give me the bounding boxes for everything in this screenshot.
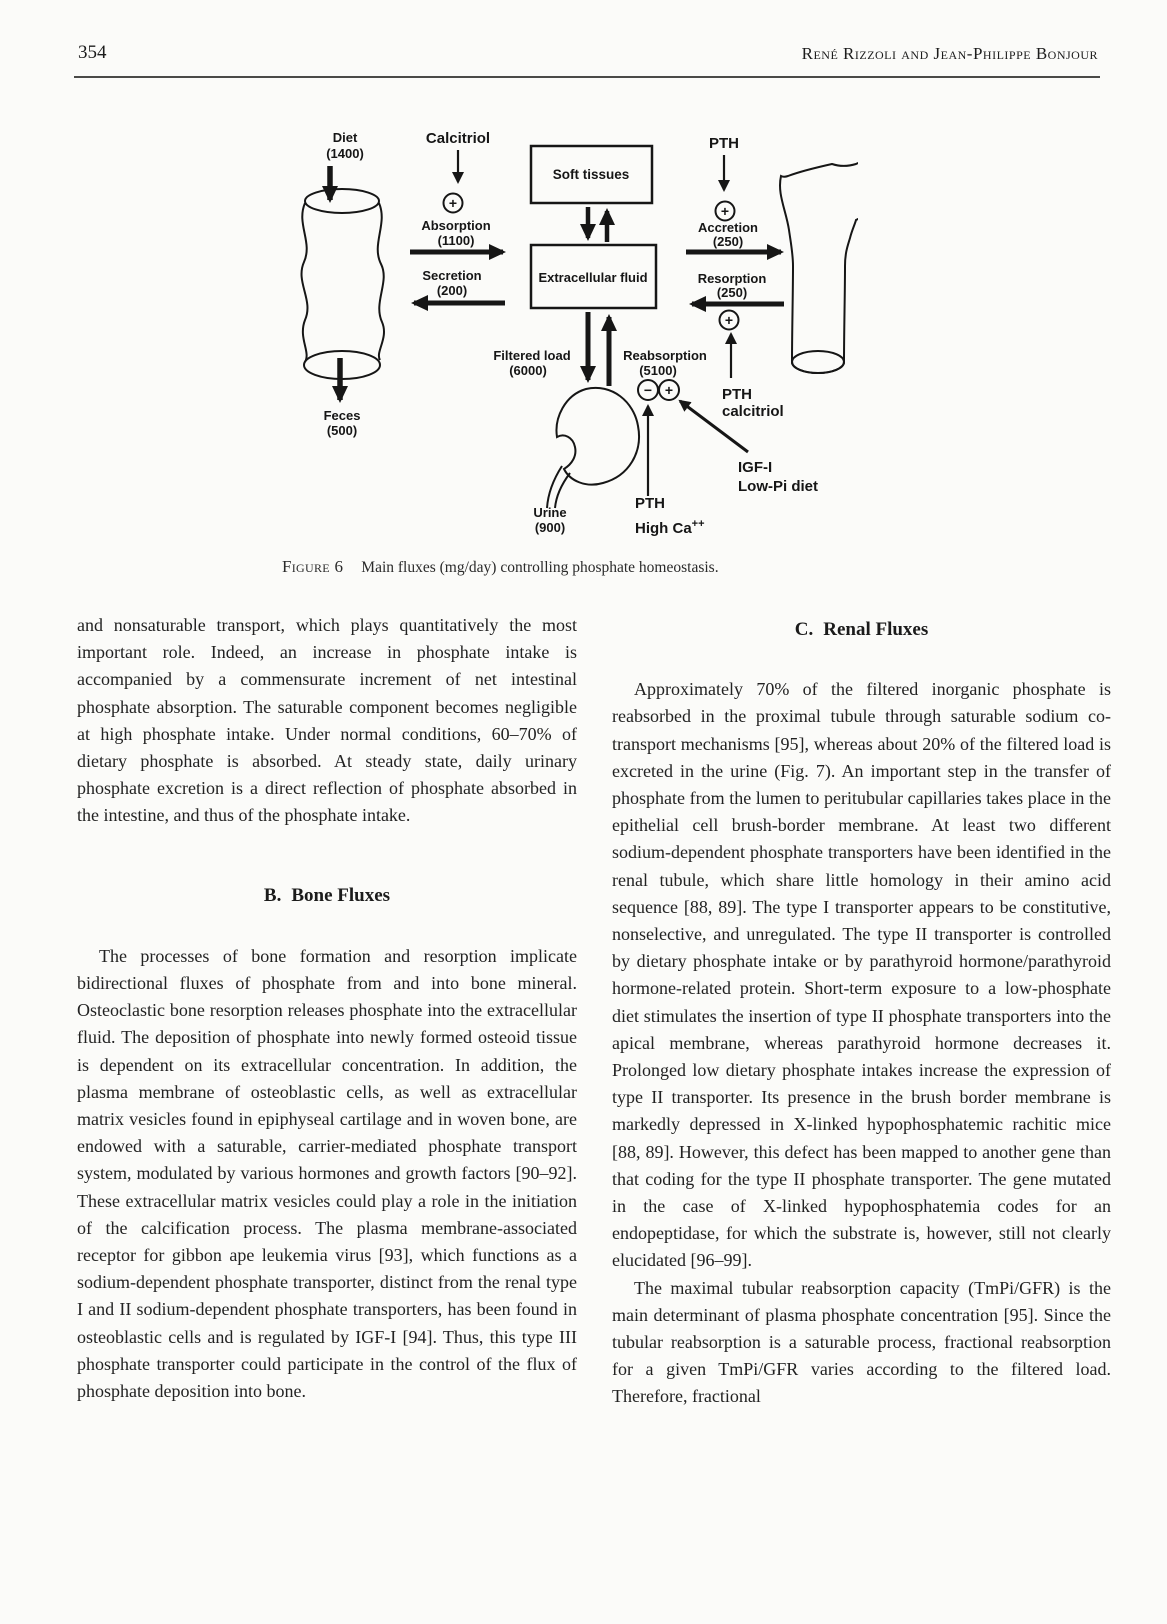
filtered-load-value: (6000) [509, 363, 547, 378]
figure-caption-label: Figure 6 [282, 557, 344, 576]
right-paragraph-2: The maximal tubular reabsorption capacity (TmPi/GFR) is the main determinant of plasma phosphate concentration [95]. Since the tubular reabsorption is a saturable process, fractional reabsorption for a given TmPi/GFR varies according to the filtered load. Therefore, fractional [612, 1277, 1111, 1407]
filtered-load-label: Filtered load [493, 348, 571, 363]
secretion-value: (200) [436, 283, 468, 298]
feces-value: (500) [326, 423, 358, 438]
intestine-shape [302, 189, 384, 379]
accretion-value: (250) [712, 234, 744, 249]
absorption-value: (1100) [437, 233, 475, 248]
accretion-label: Accretion [698, 220, 758, 235]
section-heading-bone-fluxes: B. Bone Fluxes [263, 884, 391, 906]
feces-label: Feces [323, 408, 361, 423]
page-number: 354 [78, 42, 107, 63]
secretion-label: Secretion [422, 268, 482, 283]
section-heading-renal-fluxes: C. Renal Fluxes [794, 619, 929, 640]
svg-text:−: − [643, 382, 653, 398]
svg-text:+: + [664, 382, 674, 398]
reabsorption-minus-icon [638, 380, 658, 400]
header-rule [74, 76, 1100, 78]
svg-text:+: + [720, 203, 730, 219]
svg-text:+: + [448, 195, 458, 211]
right-column [612, 612, 1111, 1411]
figure-6 [278, 112, 858, 544]
pth-top-label: PTH [709, 135, 739, 152]
pth-resorption-label-2: calcitriol [722, 403, 784, 420]
figure-caption [282, 557, 902, 577]
running-head: René Rizzoli and Jean-Philippe Bonjour [801, 44, 1098, 63]
igf-label: IGF-I [738, 459, 773, 476]
left-paragraph-2: The processes of bone formation and resorption implicate bidirectional fluxes of phosphate from and into bone mineral. Osteoclastic bone resorption releases phosphate into the extracellular fluid. The deposition of phosphate into newly formed osteoid tissue is dependent on its extracellular concentration. In addition, the plasma membrane of osteoblastic cells, as well as extracellular matrix vesicles found in epiphyseal cartilage and in woven bone, are endowed with a saturable, carrier-mediated phosphate transport system, modulated by various hormones and growth factors [90–92]. These extracellular matrix vesicles could play a role in the initiation of the calcification process. The plasma membrane-associated receptor for gibbon ape leukemia virus [93], which functions as a sodium-dependent phosphate transporter, distinct from the renal type I and II sodium-dependent phosphate transporters, has been found in osteoblastic cells and is regulated by IGF-I [94]. Thus, this type III phosphate transporter could participate in the control of the flux of phosphate deposition into bone. [77, 945, 577, 1402]
diet-label: Diet [332, 130, 358, 145]
phosphate-flux-diagram [278, 112, 858, 544]
resorption-value: (250) [716, 285, 748, 300]
left-paragraph-1: and nonsaturable transport, which plays quantitatively the most important role. Indeed, an increase in phosphate intake is accompanied by a commensurate increment of net intestinal phosphate absorption. The saturable component becomes negligible at high phosphate intake. Under normal conditions, 60–70% of dietary phosphate is absorbed. At steady state, daily urinary phosphate excretion is a direct reflection of phosphate absorbed in the intestine, and thus of the phosphate intake. [77, 615, 577, 826]
calcitriol-label: Calcitriol [425, 130, 491, 147]
extracellular-fluid-label: Extracellular fluid [538, 270, 648, 285]
accretion-plus-icon [716, 202, 735, 221]
soft-tissues-label: Soft tissues [552, 167, 630, 182]
reabsorption-label: Reabsorption [623, 348, 707, 363]
absorption-plus-icon [444, 194, 463, 213]
urine-label: Urine [533, 505, 567, 520]
figure-caption-text: Main fluxes (mg/day) controlling phosphate homeostasis. [361, 559, 719, 576]
resorption-label: Resorption [697, 271, 767, 286]
bone-shape [780, 161, 858, 373]
reabsorption-value: (5100) [639, 363, 677, 378]
right-paragraph-1: Approximately 70% of the filtered inorganic phosphate is reabsorbed in the proximal tubule through saturable sodium co-transport mechanisms [95], whereas about 20% of the filtered load is excreted in the urine (Fig. 7). An important step in the transfer of phosphate from the lumen to peritubular capillaries takes place in the epithelial cell brush-border membrane. At least two different sodium-dependent phosphate transporters have been identified in the renal tubule, which share little homology in their amino acid sequence [88, 89]. The type I transporter appears to be constitutive, nonselective, and unregulated. The type II transporter is controlled by dietary phosphate intake or by parathyroid hormone/parathyroid hormone-related protein. Short-term exposure to a low-phosphate diet stimulates the insertion of type II phosphate transporters into the apical membrane, whereas parathyroid hormone decreases it. Prolonged low dietary phosphate intakes increase the expression of type II transporter. Its presence in the brush border membrane is markedly depressed in X-linked hypophosphatemic rachitic mice [88, 89]. However, this defect has been mapped to another gene than that coding for the type II phosphate transporter. The gene mutated in the case of X-linked hypophosphatemia codes for an endopeptidase, for which the substrate is, however, still not clearly elucidated [96–99]. [612, 679, 1111, 1271]
left-column [77, 612, 577, 1405]
pth-resorption-label-1: PTH [722, 386, 752, 403]
diet-value: (1400) [326, 146, 364, 161]
pth-bottom-label: PTH [635, 495, 665, 512]
high-ca-label: High Ca++ [635, 518, 705, 537]
kidney-shape [547, 388, 639, 508]
low-pi-diet-label: Low-Pi diet [738, 478, 818, 495]
resorption-plus-icon [720, 311, 739, 330]
absorption-label: Absorption [421, 218, 491, 233]
svg-text:+: + [724, 312, 734, 328]
urine-value: (900) [534, 520, 566, 535]
reabsorption-plus-icon [659, 380, 679, 400]
